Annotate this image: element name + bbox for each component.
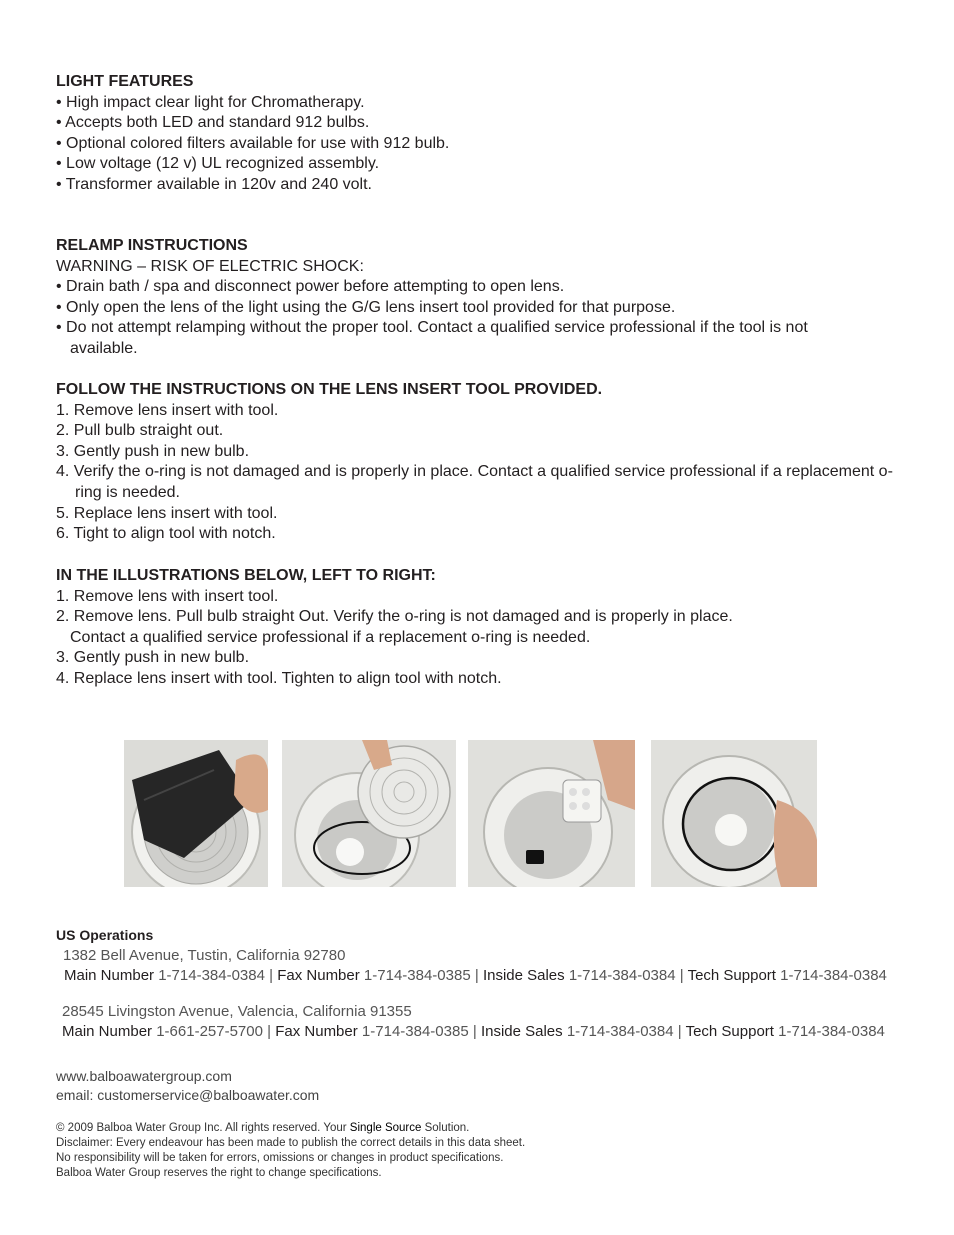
feature-item: • Low voltage (12 v) UL recognized assembly. bbox=[56, 155, 380, 173]
disclaimer-line: Balboa Water Group reserves the right to change specifications. bbox=[56, 1167, 382, 1179]
light-features-heading: LIGHT FEATURES bbox=[56, 73, 194, 90]
follow-step: 3. Gently push in new bulb. bbox=[56, 442, 250, 460]
fax-number-label: Fax Number bbox=[275, 1023, 358, 1040]
contact-web bbox=[56, 1067, 319, 1104]
main-number: 1-661-257-5700 bbox=[156, 1023, 263, 1040]
follow-step: 2. Pull bulb straight out. bbox=[56, 422, 224, 440]
feature-item: • Accepts both LED and standard 912 bulbs. bbox=[56, 114, 370, 132]
fax-number: 1-714-384-0385 bbox=[363, 967, 471, 984]
relamp-heading: RELAMP INSTRUCTIONS bbox=[56, 237, 248, 254]
brand-tagline: Single Source bbox=[349, 1122, 422, 1134]
copyright-text: © 2009 Balboa Water Group Inc. All rights reserved. Your bbox=[56, 1122, 350, 1134]
illustrations-heading: IN THE ILLUSTRATIONS BELOW, LEFT TO RIGHT: bbox=[56, 567, 436, 584]
inside-sales-number: 1-714-384-0384 bbox=[566, 1023, 674, 1040]
photo-pull-bulb bbox=[282, 740, 456, 887]
inside-sales-label: Inside Sales bbox=[480, 1023, 563, 1040]
illustration-step: 4. Replace lens insert with tool. Tighten to align tool with notch. bbox=[56, 669, 502, 687]
inside-sales-label: Inside Sales bbox=[482, 967, 565, 984]
operations-address: 1382 Bell Avenue, Tustin, California 92780 bbox=[63, 947, 346, 964]
relamp-item: • Only open the lens of the light using the G/G lens insert tool provided for that purpose. bbox=[56, 298, 676, 316]
tech-support-label: Tech Support bbox=[687, 967, 776, 984]
illustration-step: Contact a qualified service professional if a replacement o-ring is needed. bbox=[70, 628, 591, 646]
operations-phones bbox=[56, 1022, 924, 1042]
tech-support-label: Tech Support bbox=[685, 1023, 774, 1040]
light-features-section bbox=[56, 72, 894, 196]
copyright-text-end: Solution. bbox=[421, 1122, 470, 1134]
separator: | bbox=[677, 1023, 682, 1040]
separator: | bbox=[267, 1023, 272, 1040]
operations-address: 28545 Livingston Avenue, Valencia, California 91355 bbox=[62, 1003, 412, 1020]
separator: | bbox=[472, 1023, 477, 1040]
main-number-label: Main Number bbox=[62, 1023, 153, 1040]
relamp-section bbox=[56, 236, 894, 360]
photo-push-bulb bbox=[468, 740, 635, 887]
illustrations-section bbox=[56, 566, 894, 690]
tech-support-number: 1-714-384-0384 bbox=[778, 1023, 885, 1040]
website-link[interactable]: www.balboawatergroup.com bbox=[56, 1068, 232, 1084]
legal-notice bbox=[56, 1121, 525, 1181]
illustration-step: 1. Remove lens with insert tool. bbox=[56, 587, 279, 605]
separator: | bbox=[474, 967, 479, 984]
email-link[interactable]: email: customerservice@balboawater.com bbox=[56, 1086, 320, 1103]
separator: | bbox=[269, 967, 274, 984]
follow-section bbox=[56, 380, 894, 545]
follow-step: 1. Remove lens insert with tool. bbox=[56, 401, 279, 419]
operations-phones bbox=[56, 966, 924, 986]
separator: | bbox=[679, 967, 684, 984]
main-number-label: Main Number bbox=[64, 967, 155, 984]
follow-step: 5. Replace lens insert with tool. bbox=[56, 504, 278, 522]
illustration-step: 2. Remove lens. Pull bulb straight Out. Verify the o-ring is not damaged and is properly in place. bbox=[56, 608, 733, 626]
feature-item: • High impact clear light for Chromatherapy. bbox=[56, 93, 365, 111]
relamp-photo-strip bbox=[0, 740, 954, 888]
operations-heading: US Operations bbox=[56, 927, 154, 943]
inside-sales-number: 1-714-384-0384 bbox=[568, 967, 676, 984]
feature-item: • Transformer available in 120v and 240 volt. bbox=[56, 175, 372, 193]
relamp-warning: WARNING – RISK OF ELECTRIC SHOCK: bbox=[56, 257, 364, 275]
relamp-item: • Drain bath / spa and disconnect power before attempting to open lens. bbox=[56, 278, 565, 296]
disclaimer-line: Disclaimer: Every endeavour has been made to publish the correct details in this data sheet. bbox=[56, 1137, 526, 1149]
follow-step: 6. Tight to align tool with notch. bbox=[56, 525, 276, 543]
photo-replace-lens bbox=[651, 740, 817, 887]
disclaimer-line: No responsibility will be taken for errors, omissions or changes in product specifications. bbox=[56, 1152, 504, 1164]
follow-step: 4. Verify the o-ring is not damaged and is properly in place. Contact a qualified service professional if a replacement o-ring is needed. bbox=[56, 463, 893, 501]
main-number: 1-714-384-0384 bbox=[158, 967, 265, 984]
follow-heading: FOLLOW THE INSTRUCTIONS ON THE LENS INSERT TOOL PROVIDED. bbox=[56, 381, 603, 398]
fax-number: 1-714-384-0385 bbox=[361, 1023, 469, 1040]
feature-item: • Optional colored filters available for use with 912 bulb. bbox=[56, 134, 450, 152]
tech-support-number: 1-714-384-0384 bbox=[780, 967, 887, 984]
photo-remove-lens bbox=[124, 740, 268, 887]
copyright-line bbox=[56, 1121, 525, 1136]
illustration-step: 3. Gently push in new bulb. bbox=[56, 649, 250, 667]
fax-number-label: Fax Number bbox=[277, 967, 360, 984]
us-operations bbox=[56, 925, 924, 1042]
relamp-item: • Do not attempt relamping without the proper tool. Contact a qualified service professional if the tool is not available. bbox=[56, 319, 808, 357]
